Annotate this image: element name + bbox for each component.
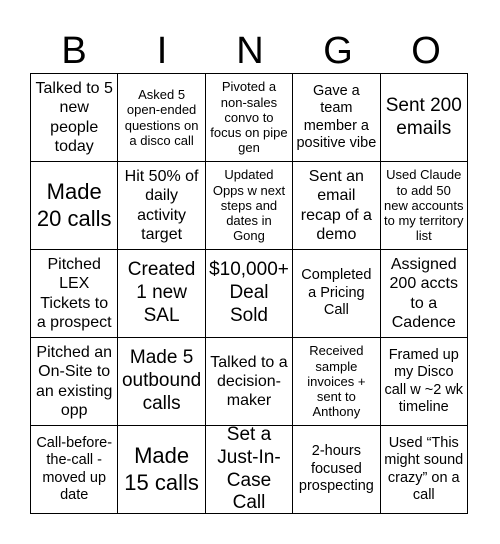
bingo-cell-r1c3[interactable] — [206, 74, 293, 162]
bingo-cell-r3c3[interactable] — [206, 250, 293, 338]
cell-text: Pitched LEX Tickets to a prospect — [36, 256, 112, 331]
header-letter-g: G — [323, 30, 353, 72]
cell-text: $10,000+ Deal Sold — [209, 259, 289, 326]
bingo-cell-r3c5[interactable] — [381, 250, 468, 338]
cell-text: Made 15 calls — [124, 443, 199, 495]
cell-text: Call-before-the-call - moved up date — [36, 434, 113, 503]
bingo-cell-r5c4[interactable] — [293, 426, 380, 514]
cell-text: Pitched an On-Site to an existing opp — [35, 344, 113, 419]
bingo-cell-r4c3[interactable] — [206, 338, 293, 426]
bingo-cell-r5c1[interactable] — [31, 426, 118, 514]
cell-text: Pivoted a non-sales convo to focus on pipe gen — [210, 79, 288, 156]
cell-text: Sent an email recap of a demo — [300, 168, 372, 243]
cell-text: 2-hours focused prospecting — [298, 443, 374, 495]
bingo-cell-r1c4[interactable] — [293, 74, 380, 162]
bingo-cell-r1c5[interactable] — [381, 74, 468, 162]
cell-text: Set a Just-In-Case Call — [217, 426, 281, 514]
bingo-cell-r1c1[interactable] — [31, 74, 118, 162]
bingo-cell-r2c4[interactable] — [293, 162, 380, 250]
bingo-cell-r4c5[interactable] — [381, 338, 468, 426]
cell-text: Made 20 calls — [36, 179, 112, 231]
bingo-cell-r2c5[interactable] — [381, 162, 468, 250]
bingo-cell-r5c5[interactable] — [381, 426, 468, 514]
bingo-board — [30, 73, 468, 514]
bingo-cell-r3c4[interactable] — [293, 250, 380, 338]
bingo-cell-r3c1[interactable] — [31, 250, 118, 338]
bingo-cell-r4c2[interactable] — [118, 338, 205, 426]
cell-text: Assigned 200 accts to a Cadence — [389, 256, 458, 331]
cell-text: Framed up my Disco call w ~2 wk timeline — [384, 346, 464, 415]
cell-text: Completed a Pricing Call — [301, 267, 372, 319]
bingo-cell-r2c1[interactable] — [31, 162, 118, 250]
bingo-cell-r5c3[interactable] — [206, 426, 293, 514]
bingo-cell-r2c3[interactable] — [206, 162, 293, 250]
bingo-cell-r1c2[interactable] — [118, 74, 205, 162]
cell-text: Sent 200 emails — [385, 94, 462, 139]
cell-text: Used Claude to add 50 new accounts to my territory list — [384, 167, 464, 244]
bingo-cell-r4c1[interactable] — [31, 338, 118, 426]
cell-text: Asked 5 open-ended questions on a disco call — [124, 86, 199, 148]
cell-text: Gave a team member a positive vibe — [296, 82, 377, 151]
cell-text: Talked to 5 new people today — [35, 80, 113, 155]
bingo-header — [30, 30, 470, 72]
cell-text: Received sample invoices + sent to Anthony — [307, 343, 366, 420]
cell-text: Created 1 new SAL — [127, 259, 196, 326]
cell-text: Hit 50% of daily activity target — [124, 168, 199, 243]
bingo-cell-r3c2[interactable] — [118, 250, 205, 338]
cell-text: Used “This might sound crazy” on a call — [384, 434, 464, 503]
bingo-cell-r5c2[interactable] — [118, 426, 205, 514]
header-letter-o: O — [411, 30, 441, 72]
header-letter-i: I — [156, 30, 168, 72]
bingo-cell-r4c4[interactable] — [293, 338, 380, 426]
bingo-cell-r2c2[interactable] — [118, 162, 205, 250]
cell-text: Talked to a decision-maker — [210, 353, 288, 410]
header-letter-n: N — [236, 30, 264, 72]
cell-text: Made 5 outbound calls — [121, 347, 202, 414]
header-letter-b: B — [61, 30, 87, 72]
cell-text: Updated Opps w next steps and dates in Gong — [212, 167, 286, 244]
